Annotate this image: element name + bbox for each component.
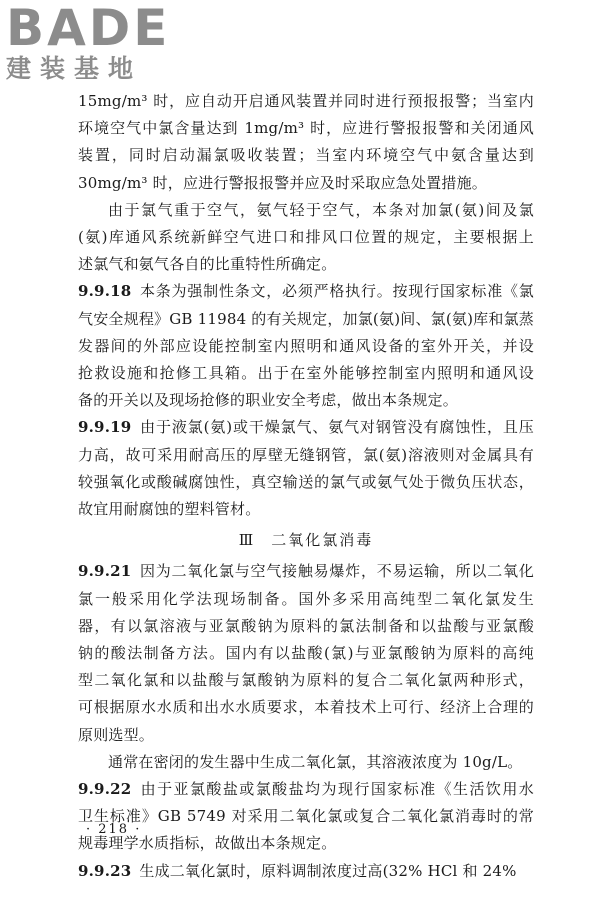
text-line [78, 333, 534, 360]
line-text: 30mg/m³ 时，应进行警报报警并应及时采取应急处置措施。 [78, 173, 487, 192]
clause-line [78, 558, 534, 585]
text-line [78, 387, 534, 414]
line-text: 型二氧化氯和以盐酸与氯酸钠为原料的复合二氧化氯两种形式， [78, 671, 534, 690]
line-text: 由于亚氯酸盐或氯酸盐均为现行国家标准《生活饮用水 [139, 780, 534, 799]
clause-number: 9.9.19 [78, 418, 132, 437]
line-text: (氨)库通风系统新鲜空气进口和排风口位置的规定，主要根据上 [78, 228, 534, 247]
section-number: Ⅲ [238, 531, 256, 550]
line-text: 发器间的外部应设能控制室内照明和通风设备的室外开关，并设 [78, 336, 534, 355]
line-text: 生成二氧化氯时，原料调制浓度过高(32% HCl 和 24% [139, 861, 517, 880]
clause-number: 9.9.18 [78, 282, 132, 301]
line-text: 卫生标准》GB 5749 对采用二氧化氯或复合二氧化氯消毒时的常 [78, 807, 534, 826]
clause-number: 9.9.22 [78, 780, 132, 799]
text-line [78, 251, 534, 278]
text-line [78, 830, 534, 857]
text-line [78, 224, 534, 251]
text-line [78, 667, 534, 694]
text-line [78, 170, 534, 197]
line-text: 因为二氧化氯与空气接触易爆炸，不易运输，所以二氧化 [139, 562, 534, 581]
clause-line [78, 776, 534, 803]
page-number: · 218 · [86, 822, 142, 837]
line-text: 通常在密闭的发生器中生成二氧化氯，其溶液浓度为 10g/L。 [108, 752, 523, 771]
text-line [78, 442, 534, 469]
text-line [78, 640, 534, 667]
text-line [78, 360, 534, 387]
line-text: 环境空气中氯含量达到 1mg/m³ 时，应进行警报报警和关闭通风 [78, 119, 534, 138]
line-text: 钠的酸法制备方法。国内有以盐酸(氯)与亚氯酸钠为原料的高纯 [78, 644, 534, 663]
text-line [78, 197, 534, 224]
clause-number: 9.9.21 [78, 562, 132, 581]
line-text: 较强氧化或酸碱腐蚀性，真空输送的氯气或氨气处于微负压状态， [78, 472, 534, 491]
line-text: 气安全规程》GB 11984 的有关规定，加氯(氨)间、氯(氨)库和氯蒸 [78, 309, 534, 328]
clause-line [78, 414, 534, 441]
line-text: 述氯气和氨气各自的比重特性所确定。 [78, 255, 337, 274]
clause-line [78, 278, 534, 305]
text-line [78, 306, 534, 333]
text-line [78, 142, 534, 169]
text-line [78, 749, 534, 776]
clause-number: 9.9.23 [78, 861, 132, 880]
section-title: 二氧化氯消毒 [271, 531, 374, 550]
text-line [78, 722, 534, 749]
document-body [78, 88, 534, 885]
text-line [78, 88, 534, 115]
line-text: 可根据原水水质和出水水质要求，本着技术上可行、经济上合理的 [78, 698, 534, 717]
line-text: 本条为强制性条文，必须严格执行。按现行国家标准《氯 [139, 282, 534, 301]
line-text: 故宜用耐腐蚀的塑料管材。 [78, 500, 261, 519]
text-line [78, 469, 534, 496]
line-text: 氯一般采用化学法现场制备。国外多采用高纯型二氧化氯发生 [78, 589, 534, 608]
line-text: 备的开关以及现场抢修的职业安全考虑，做出本条规定。 [78, 391, 459, 410]
line-text: 15mg/m³ 时，应自动开启通风装置并同时进行预报报警；当室内 [78, 92, 534, 110]
text-line [78, 694, 534, 721]
line-text: 力高，故可采用耐高压的厚壁无缝钢管，氯(氨)溶液则对金属具有 [78, 445, 534, 464]
line-text: 由于氯气重于空气，氨气轻于空气，本条对加氯(氨)间及氯 [108, 200, 534, 219]
text-line [78, 803, 534, 830]
text-line [78, 613, 534, 640]
logo-wordmark: BADE [6, 0, 171, 57]
line-text: 原则选型。 [78, 725, 155, 744]
line-text: 器，有以氯溶液与亚氯酸钠为原料的氯法制备和以盐酸与亚氯酸 [78, 616, 534, 635]
text-line [78, 115, 534, 142]
line-text: 抢救设施和抢修工具箱。出于在室外能够控制室内照明和通风设 [78, 364, 534, 383]
section-heading [78, 527, 534, 554]
line-text: 规毒理学水质指标，故做出本条规定。 [78, 834, 337, 853]
logo-subtitle: 建装基地 [6, 54, 143, 83]
text-line [78, 586, 534, 613]
site-logo [6, 2, 170, 84]
text-line [78, 496, 534, 523]
line-text: 由于液氯(氨)或干燥氯气、氨气对钢管没有腐蚀性，且压 [139, 418, 534, 437]
clause-line [78, 858, 534, 885]
line-text: 装置，同时启动漏氯吸收装置；当室内环境空气中氨含量达到 [78, 146, 534, 165]
